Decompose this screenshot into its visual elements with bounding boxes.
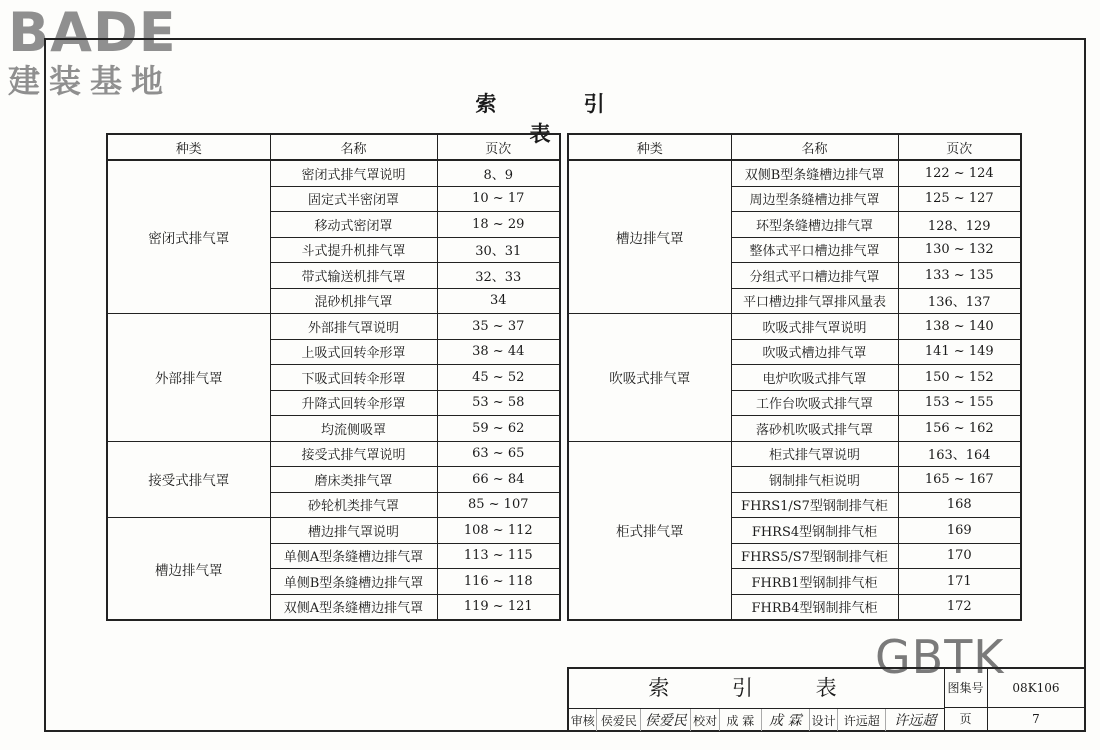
logo-subtitle: 建装基地	[8, 62, 173, 100]
page-cell: 38 ~ 44	[437, 339, 560, 365]
table-row	[568, 314, 1021, 340]
name-cell: 混砂机排气罩	[270, 288, 437, 314]
name-cell: 固定式半密闭罩	[270, 186, 437, 212]
design-name: 许远超	[838, 709, 886, 731]
design-label: 设计	[810, 709, 838, 731]
table-row	[107, 160, 560, 186]
name-cell: 落砂机吹吸式排气罩	[731, 416, 898, 442]
page-cell: 8、9	[437, 160, 560, 186]
page-cell: 122 ~ 124	[898, 160, 1021, 186]
review-label: 审核	[569, 709, 597, 731]
page-cell: 165 ~ 167	[898, 467, 1021, 493]
name-cell: FHRB1型钢制排气柜	[731, 569, 898, 595]
name-cell: 磨床类排气罩	[270, 467, 437, 493]
index-table-left	[106, 133, 561, 621]
table-row	[107, 314, 560, 340]
name-cell: 整体式平口槽边排气罩	[731, 237, 898, 263]
page-cell: 18 ~ 29	[437, 212, 560, 238]
check-label: 校对	[691, 709, 719, 731]
name-cell: 升降式回转伞形罩	[270, 390, 437, 416]
name-cell: 钢制排气柜说明	[731, 467, 898, 493]
header-name: 名称	[270, 134, 437, 160]
category-cell: 接受式排气罩	[107, 441, 270, 518]
header-page: 页次	[437, 134, 560, 160]
design-signature: 许远超	[894, 713, 937, 729]
page-cell: 136、137	[898, 288, 1021, 314]
category-cell: 槽边排气罩	[568, 160, 731, 314]
table-row	[107, 518, 560, 544]
watermark: GBTK	[875, 630, 1005, 684]
name-cell: 工作台吹吸式排气罩	[731, 390, 898, 416]
name-cell: FHRS1/S7型钢制排气柜	[731, 492, 898, 518]
page-cell: 30、31	[437, 237, 560, 263]
name-cell: 移动式密闭罩	[270, 212, 437, 238]
index-table-left-body	[107, 160, 560, 620]
name-cell: 接受式排气罩说明	[270, 441, 437, 467]
page-cell: 141 ~ 149	[898, 339, 1021, 365]
page-cell: 35 ~ 37	[437, 314, 560, 340]
page-label: 页	[944, 708, 988, 730]
name-cell: 上吸式回转伞形罩	[270, 339, 437, 365]
name-cell: 吹吸式槽边排气罩	[731, 339, 898, 365]
header-name: 名称	[731, 134, 898, 160]
page-cell: 34	[437, 288, 560, 314]
table-row	[107, 441, 560, 467]
page-cell: 150 ~ 152	[898, 365, 1021, 391]
category-cell: 外部排气罩	[107, 314, 270, 442]
index-table-right-body	[568, 160, 1021, 620]
name-cell: 密闭式排气罩说明	[270, 160, 437, 186]
category-cell: 密闭式排气罩	[107, 160, 270, 314]
logo-brand: BADE	[8, 1, 177, 64]
page-cell: 66 ~ 84	[437, 467, 560, 493]
page-cell: 168	[898, 492, 1021, 518]
name-cell: 柜式排气罩说明	[731, 441, 898, 467]
category-cell: 槽边排气罩	[107, 518, 270, 621]
name-cell: 双侧B型条缝槽边排气罩	[731, 160, 898, 186]
page-cell: 128、129	[898, 212, 1021, 238]
page-cell: 172	[898, 594, 1021, 620]
name-cell: 单侧B型条缝槽边排气罩	[270, 569, 437, 595]
index-table-right	[567, 133, 1022, 621]
check-signature: 成 霖	[762, 709, 810, 731]
page-cell: 32、33	[437, 263, 560, 289]
name-cell: FHRS4型钢制排气柜	[731, 518, 898, 544]
page-cell: 116 ~ 118	[437, 569, 560, 595]
title-block	[567, 667, 1086, 732]
name-cell: 砂轮机类排气罩	[270, 492, 437, 518]
name-cell: 电炉吹吸式排气罩	[731, 365, 898, 391]
page-cell: 119 ~ 121	[437, 594, 560, 620]
atlas-label: 图集号	[944, 669, 988, 708]
page-cell: 153 ~ 155	[898, 390, 1021, 416]
title-block-title: 索 引 表	[569, 669, 945, 709]
page-cell: 63 ~ 65	[437, 441, 560, 467]
name-cell: 外部排气罩说明	[270, 314, 437, 340]
name-cell: FHRB4型钢制排气柜	[731, 594, 898, 620]
page-cell: 108 ~ 112	[437, 518, 560, 544]
page-title: 索 引 表	[475, 92, 645, 146]
page-cell: 85 ~ 107	[437, 492, 560, 518]
name-cell: 单侧A型条缝槽边排气罩	[270, 543, 437, 569]
name-cell: FHRS5/S7型钢制排气柜	[731, 543, 898, 569]
name-cell: 均流侧吸罩	[270, 416, 437, 442]
name-cell: 吹吸式排气罩说明	[731, 314, 898, 340]
page-number: 7	[1032, 712, 1040, 726]
table-header-row	[107, 134, 560, 160]
header-page: 页次	[898, 134, 1021, 160]
page-cell: 170	[898, 543, 1021, 569]
page-cell: 125 ~ 127	[898, 186, 1021, 212]
page-cell: 59 ~ 62	[437, 416, 560, 442]
page-cell: 163、164	[898, 441, 1021, 467]
category-cell: 柜式排气罩	[568, 441, 731, 620]
page-cell: 169	[898, 518, 1021, 544]
page-cell: 53 ~ 58	[437, 390, 560, 416]
header-category: 种类	[568, 134, 731, 160]
review-name: 侯爱民	[597, 709, 641, 731]
atlas-number: 08K106	[988, 669, 1084, 708]
name-cell: 斗式提升机排气罩	[270, 237, 437, 263]
name-cell: 周边型条缝槽边排气罩	[731, 186, 898, 212]
name-cell: 下吸式回转伞形罩	[270, 365, 437, 391]
page-cell: 10 ~ 17	[437, 186, 560, 212]
table-row	[568, 160, 1021, 186]
check-name: 成 霖	[720, 709, 762, 731]
page-cell: 156 ~ 162	[898, 416, 1021, 442]
name-cell: 双侧A型条缝槽边排气罩	[270, 594, 437, 620]
page-cell: 133 ~ 135	[898, 263, 1021, 289]
page-cell: 130 ~ 132	[898, 237, 1021, 263]
name-cell: 带式输送机排气罩	[270, 263, 437, 289]
page-cell: 113 ~ 115	[437, 543, 560, 569]
table-header-row	[568, 134, 1021, 160]
name-cell: 槽边排气罩说明	[270, 518, 437, 544]
name-cell: 环型条缝槽边排气罩	[731, 212, 898, 238]
header-category: 种类	[107, 134, 270, 160]
page-cell: 171	[898, 569, 1021, 595]
name-cell: 分组式平口槽边排气罩	[731, 263, 898, 289]
page-cell: 45 ~ 52	[437, 365, 560, 391]
signature-row	[569, 709, 945, 731]
table-row	[568, 441, 1021, 467]
review-signature: 侯爱民	[641, 709, 691, 731]
name-cell: 平口槽边排气罩排风量表	[731, 288, 898, 314]
page-cell: 138 ~ 140	[898, 314, 1021, 340]
category-cell: 吹吸式排气罩	[568, 314, 731, 442]
